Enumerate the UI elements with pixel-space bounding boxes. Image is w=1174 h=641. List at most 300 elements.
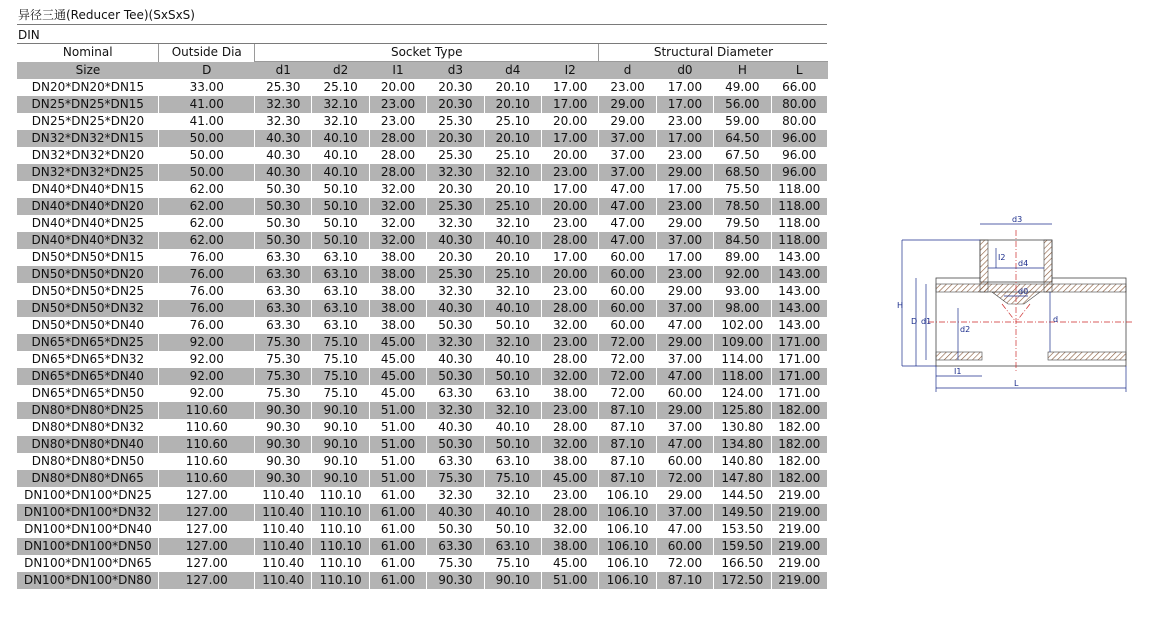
value-cell: 110.60 xyxy=(159,453,255,470)
value-cell: 50.10 xyxy=(484,368,541,385)
value-cell: 50.30 xyxy=(255,232,312,249)
value-cell: 84.50 xyxy=(714,232,771,249)
value-cell: 96.00 xyxy=(771,164,827,181)
value-cell: 127.00 xyxy=(159,504,255,521)
value-cell: 182.00 xyxy=(771,419,827,436)
value-cell: 60.00 xyxy=(656,385,713,402)
value-cell: 50.10 xyxy=(312,215,369,232)
value-cell: 102.00 xyxy=(714,317,771,334)
value-cell: 45.00 xyxy=(369,351,426,368)
value-cell: 25.10 xyxy=(484,198,541,215)
value-cell: 47.00 xyxy=(599,198,656,215)
value-cell: 23.00 xyxy=(599,79,656,96)
table-row xyxy=(17,113,828,130)
table-row xyxy=(17,147,828,164)
value-cell: 29.00 xyxy=(599,96,656,113)
value-cell: 61.00 xyxy=(369,521,426,538)
column-header: d3 xyxy=(427,62,484,80)
value-cell: 50.30 xyxy=(427,368,484,385)
column-header: d xyxy=(599,62,656,80)
value-cell: 29.00 xyxy=(656,215,713,232)
value-cell: 72.00 xyxy=(599,334,656,351)
value-cell: 96.00 xyxy=(771,147,827,164)
label-D: D xyxy=(911,317,918,326)
header-socket-type: Socket Type xyxy=(255,44,599,62)
value-cell: 50.30 xyxy=(255,215,312,232)
value-cell: 45.00 xyxy=(369,334,426,351)
value-cell: 90.10 xyxy=(312,436,369,453)
column-header: L xyxy=(771,62,827,80)
value-cell: 64.50 xyxy=(714,130,771,147)
value-cell: 47.00 xyxy=(599,215,656,232)
value-cell: 219.00 xyxy=(771,504,827,521)
value-cell: 171.00 xyxy=(771,368,827,385)
value-cell: 98.00 xyxy=(714,300,771,317)
value-cell: 182.00 xyxy=(771,436,827,453)
value-cell: 75.30 xyxy=(427,555,484,572)
value-cell: 17.00 xyxy=(541,181,598,198)
table-row xyxy=(17,334,828,351)
value-cell: 38.00 xyxy=(369,317,426,334)
value-cell: 32.00 xyxy=(541,436,598,453)
value-cell: 20.00 xyxy=(369,79,426,96)
value-cell: 61.00 xyxy=(369,555,426,572)
value-cell: 72.00 xyxy=(656,470,713,487)
value-cell: 87.10 xyxy=(599,402,656,419)
value-cell: 87.10 xyxy=(599,419,656,436)
value-cell: 41.00 xyxy=(159,113,255,130)
value-cell: 32.00 xyxy=(541,368,598,385)
value-cell: 118.00 xyxy=(771,198,827,215)
value-cell: 40.30 xyxy=(427,232,484,249)
value-cell: 29.00 xyxy=(656,487,713,504)
value-cell: 60.00 xyxy=(599,249,656,266)
value-cell: 32.30 xyxy=(427,334,484,351)
header-nominal: Nominal xyxy=(62,45,113,60)
value-cell: 47.00 xyxy=(656,521,713,538)
value-cell: 63.30 xyxy=(255,266,312,283)
value-cell: 63.30 xyxy=(255,283,312,300)
value-cell: 63.10 xyxy=(312,300,369,317)
value-cell: 40.10 xyxy=(484,504,541,521)
value-cell: 143.00 xyxy=(771,300,827,317)
value-cell: 32.30 xyxy=(427,487,484,504)
value-cell: 143.00 xyxy=(771,249,827,266)
value-cell: 219.00 xyxy=(771,538,827,555)
value-cell: 59.00 xyxy=(714,113,771,130)
value-cell: 17.00 xyxy=(541,249,598,266)
value-cell: 92.00 xyxy=(159,385,255,402)
value-cell: 75.10 xyxy=(312,334,369,351)
value-cell: 60.00 xyxy=(599,317,656,334)
size-cell: DN65*DN65*DN40 xyxy=(17,368,159,385)
size-cell: DN50*DN50*DN25 xyxy=(17,283,159,300)
column-header: d4 xyxy=(484,62,541,80)
value-cell: 62.00 xyxy=(159,232,255,249)
value-cell: 80.00 xyxy=(771,113,827,130)
table-row xyxy=(17,266,828,283)
value-cell: 60.00 xyxy=(656,538,713,555)
value-cell: 37.00 xyxy=(656,504,713,521)
value-cell: 37.00 xyxy=(656,419,713,436)
value-cell: 79.50 xyxy=(714,215,771,232)
value-cell: 106.10 xyxy=(599,555,656,572)
value-cell: 20.00 xyxy=(541,113,598,130)
value-cell: 63.10 xyxy=(312,249,369,266)
value-cell: 50.00 xyxy=(159,164,255,181)
value-cell: 23.00 xyxy=(541,402,598,419)
value-cell: 17.00 xyxy=(656,96,713,113)
size-cell: DN100*DN100*DN40 xyxy=(17,521,159,538)
size-cell: DN50*DN50*DN40 xyxy=(17,317,159,334)
header-outside-dia: Outside Dia xyxy=(159,44,255,62)
value-cell: 66.00 xyxy=(771,79,827,96)
value-cell: 23.00 xyxy=(541,283,598,300)
value-cell: 51.00 xyxy=(369,453,426,470)
value-cell: 92.00 xyxy=(159,334,255,351)
value-cell: 51.00 xyxy=(369,419,426,436)
value-cell: 40.30 xyxy=(255,164,312,181)
value-cell: 61.00 xyxy=(369,538,426,555)
value-cell: 63.30 xyxy=(427,453,484,470)
value-cell: 32.30 xyxy=(427,402,484,419)
value-cell: 92.00 xyxy=(159,368,255,385)
value-cell: 20.30 xyxy=(427,181,484,198)
table-row xyxy=(17,283,828,300)
value-cell: 50.30 xyxy=(255,181,312,198)
size-cell: DN100*DN100*DN32 xyxy=(17,504,159,521)
value-cell: 182.00 xyxy=(771,453,827,470)
value-cell: 96.00 xyxy=(771,130,827,147)
value-cell: 90.10 xyxy=(312,419,369,436)
value-cell: 38.00 xyxy=(369,249,426,266)
value-cell: 92.00 xyxy=(159,351,255,368)
value-cell: 80.00 xyxy=(771,96,827,113)
table-row xyxy=(17,470,828,487)
value-cell: 32.00 xyxy=(369,181,426,198)
size-cell: DN80*DN80*DN65 xyxy=(17,470,159,487)
column-header: D xyxy=(159,62,255,80)
value-cell: 40.10 xyxy=(484,419,541,436)
table-row xyxy=(17,521,828,538)
table-row xyxy=(17,198,828,215)
value-cell: 219.00 xyxy=(771,555,827,572)
value-cell: 28.00 xyxy=(369,147,426,164)
value-cell: 110.60 xyxy=(159,402,255,419)
value-cell: 37.00 xyxy=(599,147,656,164)
size-cell: DN100*DN100*DN65 xyxy=(17,555,159,572)
size-cell: DN80*DN80*DN32 xyxy=(17,419,159,436)
table-row xyxy=(17,402,828,419)
value-cell: 17.00 xyxy=(656,181,713,198)
value-cell: 90.30 xyxy=(427,572,484,589)
value-cell: 47.00 xyxy=(656,436,713,453)
value-cell: 75.10 xyxy=(312,368,369,385)
value-cell: 75.30 xyxy=(255,385,312,402)
value-cell: 51.00 xyxy=(369,436,426,453)
value-cell: 76.00 xyxy=(159,300,255,317)
value-cell: 110.10 xyxy=(312,555,369,572)
value-cell: 63.10 xyxy=(312,317,369,334)
value-cell: 40.30 xyxy=(427,419,484,436)
table-row xyxy=(17,368,828,385)
value-cell: 23.00 xyxy=(656,266,713,283)
value-cell: 110.60 xyxy=(159,419,255,436)
value-cell: 40.10 xyxy=(484,232,541,249)
value-cell: 17.00 xyxy=(656,130,713,147)
value-cell: 171.00 xyxy=(771,351,827,368)
value-cell: 63.30 xyxy=(255,317,312,334)
table-row xyxy=(17,232,828,249)
value-cell: 106.10 xyxy=(599,487,656,504)
value-cell: 63.10 xyxy=(484,538,541,555)
value-cell: 110.40 xyxy=(255,572,312,589)
value-cell: 75.10 xyxy=(312,351,369,368)
value-cell: 90.10 xyxy=(312,470,369,487)
value-cell: 20.10 xyxy=(484,96,541,113)
size-cell: DN80*DN80*DN50 xyxy=(17,453,159,470)
label-d4: d4 xyxy=(1018,259,1029,268)
value-cell: 38.00 xyxy=(369,300,426,317)
value-cell: 50.30 xyxy=(427,317,484,334)
value-cell: 72.00 xyxy=(599,351,656,368)
value-cell: 127.00 xyxy=(159,538,255,555)
value-cell: 72.00 xyxy=(656,555,713,572)
value-cell: 47.00 xyxy=(599,181,656,198)
value-cell: 28.00 xyxy=(541,300,598,317)
header-group-row xyxy=(17,44,828,62)
table-row xyxy=(17,351,828,368)
size-cell: DN100*DN100*DN25 xyxy=(17,487,159,504)
size-cell: DN100*DN100*DN80 xyxy=(17,572,159,589)
table-row xyxy=(17,436,828,453)
value-cell: 38.00 xyxy=(541,385,598,402)
size-cell: DN80*DN80*DN40 xyxy=(17,436,159,453)
value-cell: 90.30 xyxy=(255,453,312,470)
value-cell: 50.10 xyxy=(484,521,541,538)
value-cell: 32.10 xyxy=(484,334,541,351)
value-cell: 25.30 xyxy=(427,198,484,215)
value-cell: 23.00 xyxy=(656,147,713,164)
value-cell: 219.00 xyxy=(771,572,827,589)
value-cell: 110.40 xyxy=(255,487,312,504)
value-cell: 32.00 xyxy=(541,317,598,334)
value-cell: 63.10 xyxy=(484,453,541,470)
value-cell: 37.00 xyxy=(656,232,713,249)
value-cell: 45.00 xyxy=(541,470,598,487)
table-row xyxy=(17,538,828,555)
value-cell: 45.00 xyxy=(369,368,426,385)
value-cell: 41.00 xyxy=(159,96,255,113)
value-cell: 17.00 xyxy=(541,79,598,96)
value-cell: 29.00 xyxy=(599,113,656,130)
label-L: L xyxy=(1014,379,1019,388)
value-cell: 32.30 xyxy=(427,283,484,300)
size-cell: DN32*DN32*DN20 xyxy=(17,147,159,164)
value-cell: 63.10 xyxy=(484,385,541,402)
value-cell: 50.00 xyxy=(159,147,255,164)
table-row xyxy=(17,504,828,521)
value-cell: 20.10 xyxy=(484,130,541,147)
value-cell: 20.30 xyxy=(427,249,484,266)
value-cell: 166.50 xyxy=(714,555,771,572)
value-cell: 127.00 xyxy=(159,487,255,504)
value-cell: 20.00 xyxy=(541,147,598,164)
column-header-row xyxy=(17,62,828,80)
table-body xyxy=(17,79,828,589)
value-cell: 153.50 xyxy=(714,521,771,538)
value-cell: 32.30 xyxy=(427,164,484,181)
value-cell: 20.10 xyxy=(484,249,541,266)
value-cell: 61.00 xyxy=(369,487,426,504)
value-cell: 106.10 xyxy=(599,572,656,589)
value-cell: 37.00 xyxy=(656,351,713,368)
value-cell: 25.30 xyxy=(427,266,484,283)
value-cell: 143.00 xyxy=(771,283,827,300)
value-cell: 50.30 xyxy=(427,436,484,453)
value-cell: 63.10 xyxy=(312,266,369,283)
size-cell: DN50*DN50*DN20 xyxy=(17,266,159,283)
value-cell: 17.00 xyxy=(541,96,598,113)
value-cell: 87.10 xyxy=(599,453,656,470)
value-cell: 38.00 xyxy=(369,283,426,300)
value-cell: 40.30 xyxy=(427,300,484,317)
value-cell: 32.30 xyxy=(427,215,484,232)
value-cell: 75.30 xyxy=(427,470,484,487)
value-cell: 40.10 xyxy=(312,164,369,181)
value-cell: 75.30 xyxy=(255,368,312,385)
value-cell: 51.00 xyxy=(541,572,598,589)
size-cell: DN50*DN50*DN32 xyxy=(17,300,159,317)
value-cell: 47.00 xyxy=(599,232,656,249)
value-cell: 50.30 xyxy=(255,198,312,215)
value-cell: 40.30 xyxy=(427,351,484,368)
value-cell: 32.10 xyxy=(312,96,369,113)
value-cell: 143.00 xyxy=(771,266,827,283)
value-cell: 124.00 xyxy=(714,385,771,402)
value-cell: 20.10 xyxy=(484,79,541,96)
value-cell: 37.00 xyxy=(656,300,713,317)
size-cell: DN40*DN40*DN32 xyxy=(17,232,159,249)
value-cell: 50.10 xyxy=(484,317,541,334)
value-cell: 110.10 xyxy=(312,504,369,521)
value-cell: 51.00 xyxy=(369,402,426,419)
value-cell: 40.10 xyxy=(312,130,369,147)
value-cell: 32.00 xyxy=(541,521,598,538)
value-cell: 23.00 xyxy=(369,113,426,130)
value-cell: 28.00 xyxy=(369,130,426,147)
value-cell: 49.00 xyxy=(714,79,771,96)
value-cell: 93.00 xyxy=(714,283,771,300)
value-cell: 114.00 xyxy=(714,351,771,368)
label-d3: d3 xyxy=(1012,215,1023,224)
value-cell: 50.10 xyxy=(312,232,369,249)
value-cell: 72.00 xyxy=(599,368,656,385)
column-header: I1 xyxy=(369,62,426,80)
value-cell: 63.10 xyxy=(312,283,369,300)
column-header: H xyxy=(714,62,771,80)
size-cell: DN50*DN50*DN15 xyxy=(17,249,159,266)
table-row xyxy=(17,249,828,266)
table-row xyxy=(17,572,828,589)
value-cell: 37.00 xyxy=(599,164,656,181)
value-cell: 67.50 xyxy=(714,147,771,164)
value-cell: 23.00 xyxy=(541,215,598,232)
value-cell: 20.10 xyxy=(484,181,541,198)
column-header: d1 xyxy=(255,62,312,80)
value-cell: 60.00 xyxy=(656,453,713,470)
value-cell: 110.40 xyxy=(255,504,312,521)
column-header: I2 xyxy=(541,62,598,80)
value-cell: 110.10 xyxy=(312,521,369,538)
value-cell: 118.00 xyxy=(714,368,771,385)
value-cell: 29.00 xyxy=(656,402,713,419)
value-cell: 23.00 xyxy=(369,96,426,113)
value-cell: 50.10 xyxy=(484,436,541,453)
value-cell: 40.10 xyxy=(312,147,369,164)
value-cell: 20.30 xyxy=(427,130,484,147)
value-cell: 75.10 xyxy=(312,385,369,402)
page-title: 异径三通(Reducer Tee)(SxSxS) xyxy=(18,8,195,22)
size-cell: DN32*DN32*DN15 xyxy=(17,130,159,147)
value-cell: 20.00 xyxy=(541,198,598,215)
value-cell: 219.00 xyxy=(771,521,827,538)
value-cell: 51.00 xyxy=(369,470,426,487)
value-cell: 92.00 xyxy=(714,266,771,283)
value-cell: 40.10 xyxy=(484,300,541,317)
label-d1: d1 xyxy=(921,317,932,326)
value-cell: 25.30 xyxy=(427,147,484,164)
value-cell: 76.00 xyxy=(159,283,255,300)
value-cell: 106.10 xyxy=(599,504,656,521)
value-cell: 110.10 xyxy=(312,538,369,555)
value-cell: 63.30 xyxy=(427,385,484,402)
table-row xyxy=(17,96,828,113)
value-cell: 32.10 xyxy=(484,402,541,419)
value-cell: 23.00 xyxy=(541,334,598,351)
value-cell: 32.30 xyxy=(255,96,312,113)
value-cell: 60.00 xyxy=(599,283,656,300)
label-H: H xyxy=(897,301,904,310)
value-cell: 90.10 xyxy=(312,402,369,419)
label-I1: I1 xyxy=(954,367,962,376)
table-row xyxy=(17,453,828,470)
value-cell: 50.10 xyxy=(312,181,369,198)
value-cell: 110.60 xyxy=(159,470,255,487)
value-cell: 32.10 xyxy=(484,487,541,504)
value-cell: 87.10 xyxy=(656,572,713,589)
value-cell: 28.00 xyxy=(369,164,426,181)
value-cell: 106.10 xyxy=(599,538,656,555)
value-cell: 118.00 xyxy=(771,232,827,249)
value-cell: 32.00 xyxy=(369,215,426,232)
size-cell: DN65*DN65*DN50 xyxy=(17,385,159,402)
value-cell: 110.40 xyxy=(255,555,312,572)
value-cell: 89.00 xyxy=(714,249,771,266)
value-cell: 23.00 xyxy=(541,487,598,504)
value-cell: 147.80 xyxy=(714,470,771,487)
value-cell: 45.00 xyxy=(369,385,426,402)
size-cell: DN65*DN65*DN32 xyxy=(17,351,159,368)
value-cell: 110.10 xyxy=(312,487,369,504)
size-cell: DN40*DN40*DN15 xyxy=(17,181,159,198)
value-cell: 219.00 xyxy=(771,487,827,504)
standard-label: DIN xyxy=(18,28,40,42)
column-header: d0 xyxy=(656,62,713,80)
value-cell: 50.00 xyxy=(159,130,255,147)
size-cell: DN80*DN80*DN25 xyxy=(17,402,159,419)
value-cell: 23.00 xyxy=(656,113,713,130)
